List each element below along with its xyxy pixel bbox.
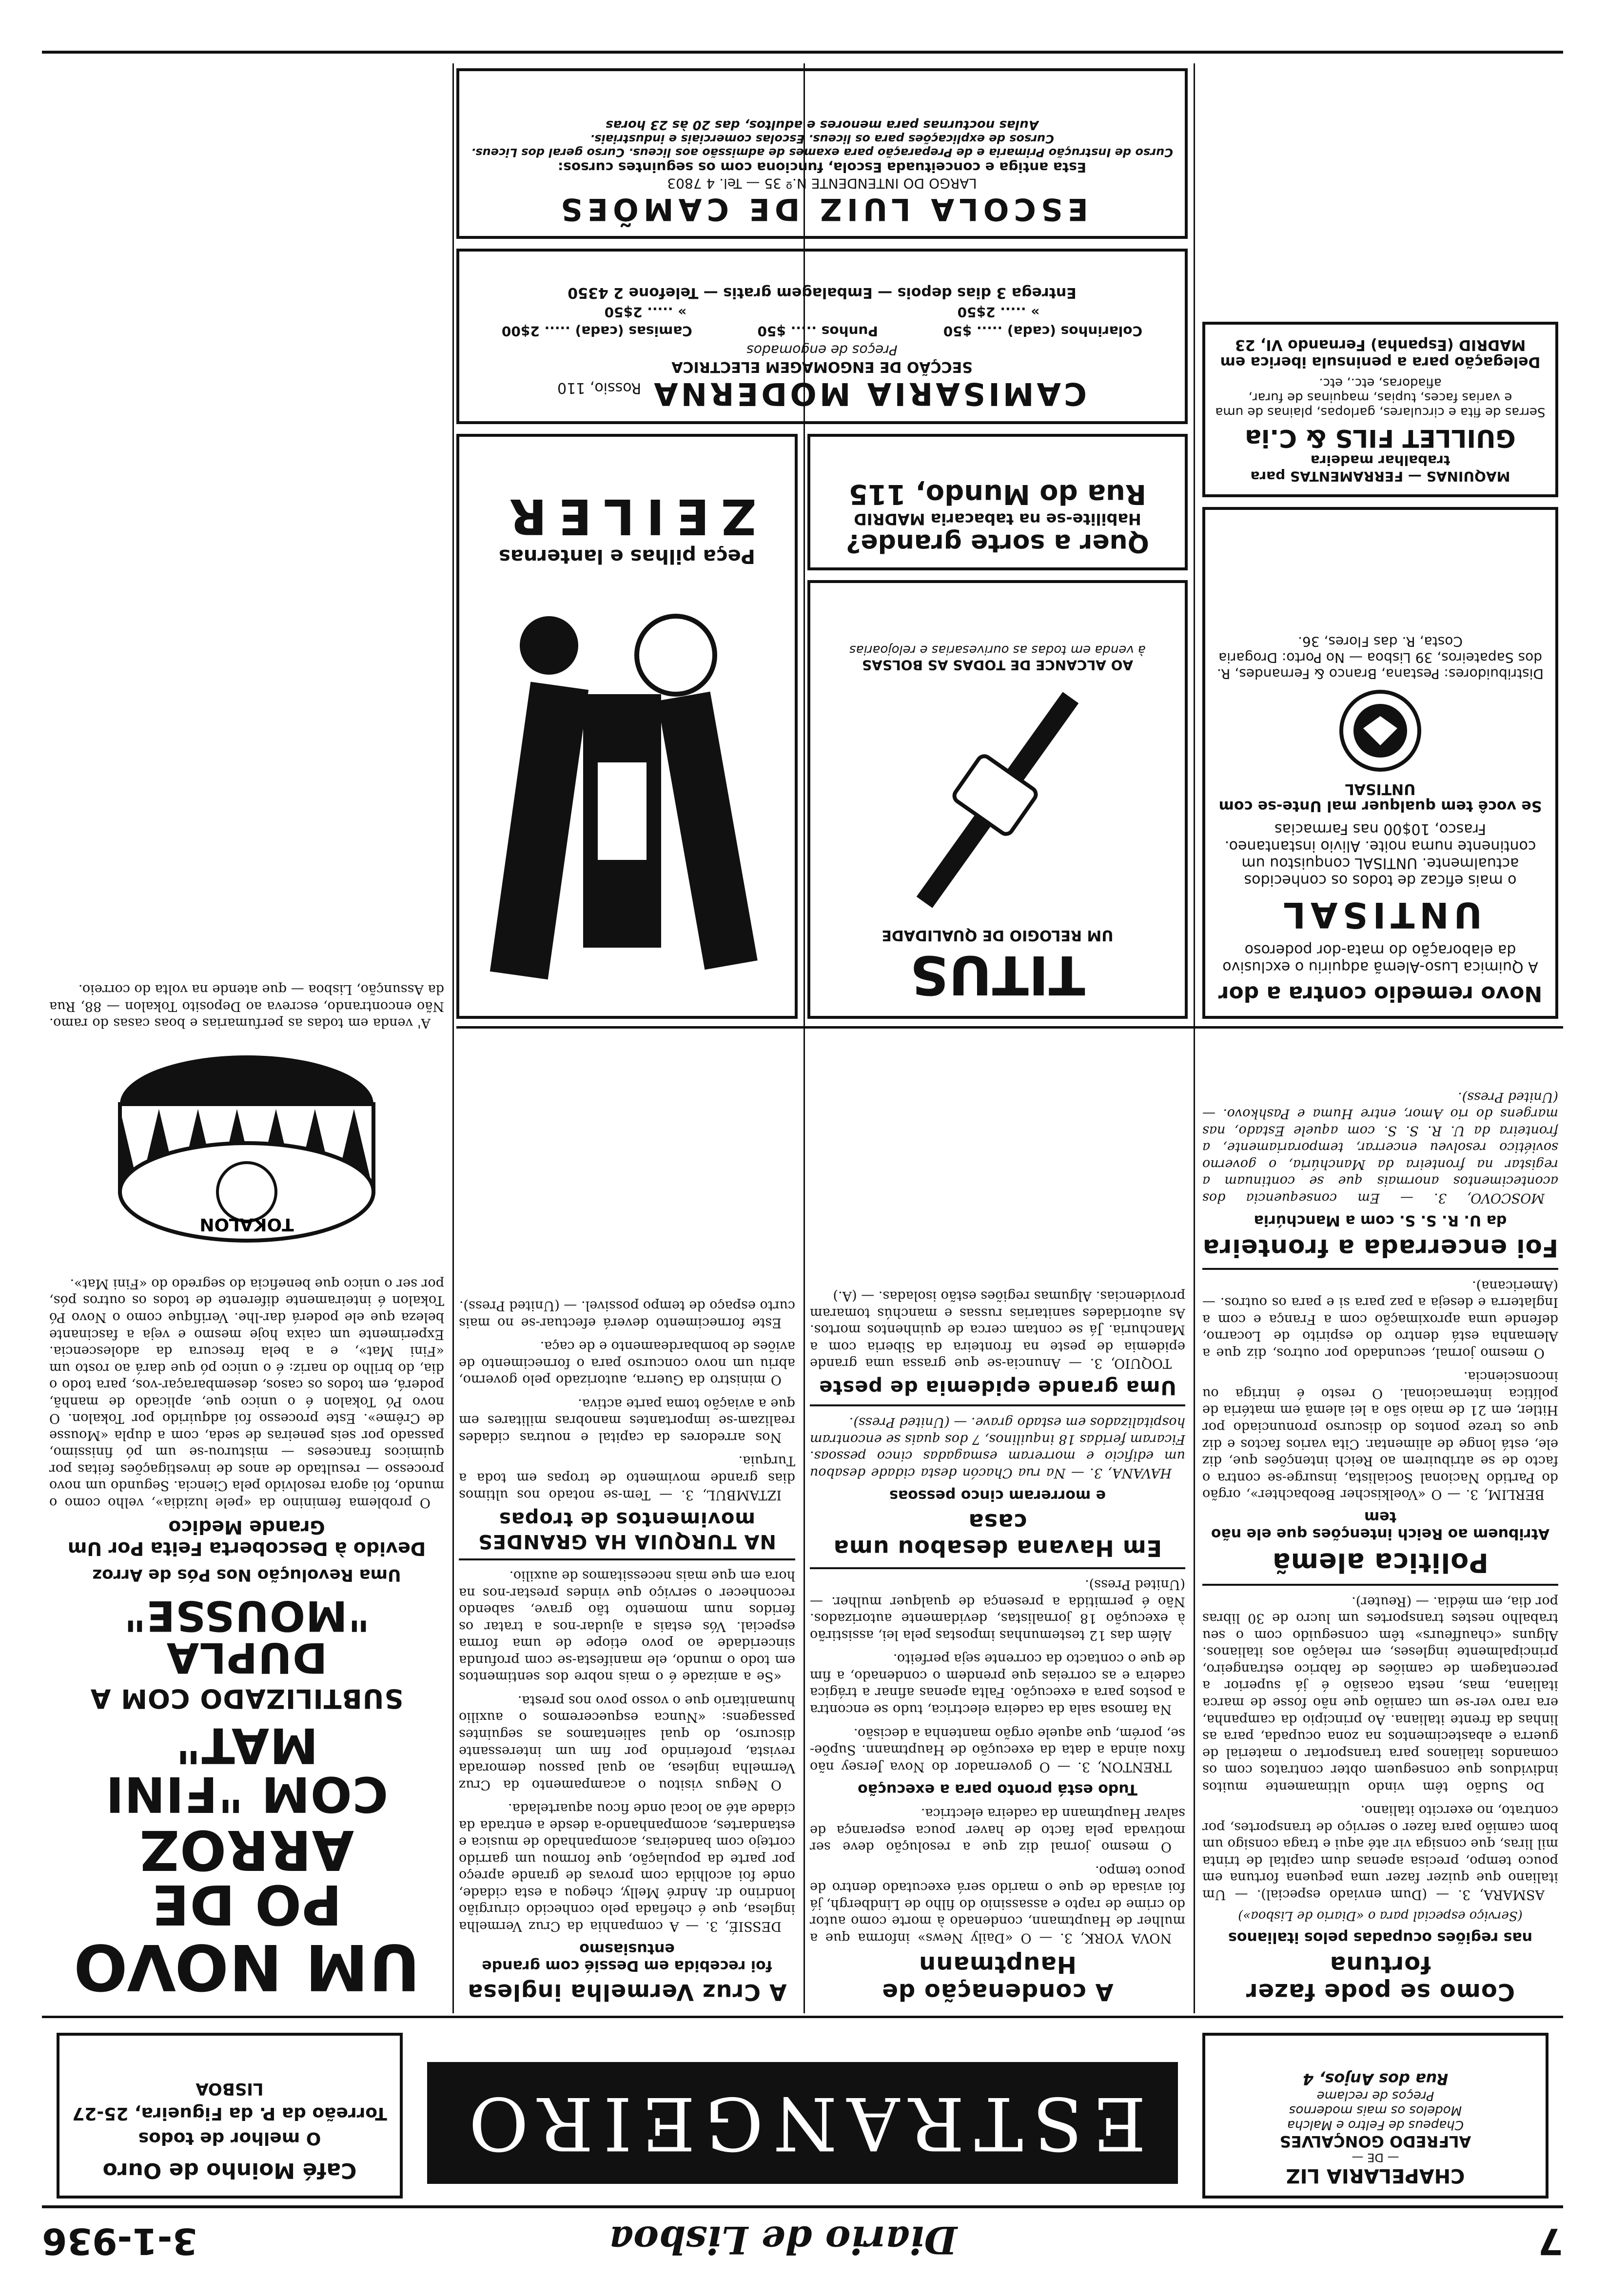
story-separator [459, 1558, 795, 1560]
tokalon-sub-1: Uma Revolução Nos Pós de Arroz [92, 1565, 401, 1585]
titus-line2: AO ALCANCE DE TODAS AS BOLSAS [862, 657, 1134, 673]
sorte-text: Habilite-se na tabacaria MADRID [854, 510, 1141, 528]
chapelaria-de: — DE — [1352, 2151, 1399, 2164]
escola-address: LARGO DO INTENDENTE N.º 35 — Tel. 4 7803 [667, 175, 977, 192]
execucao-paragraph: Na famosa sala da cadeira electrica, tudo se encontra a postos para a execução. Falta apenas afinar a trágica cadeira e as correias que prendem o condenado, a fim de que o contacto da corrente seja perfeito. [810, 1651, 1185, 1717]
politica-headline: Politica alemã [1272, 1547, 1489, 1578]
chapelaria-owner: ALFREDO GONÇALVES [1279, 2132, 1471, 2151]
havana-subhead: e morreram cinco pessoas [889, 1486, 1106, 1504]
tokalon-paragraph: A' venda em todas as perfumarias e boas casas do ramo. Não encontrando, escreva ao Deposito Tokalon — 88, Rua da Assunção, Lisboa — que atende na volta do correio. [49, 982, 444, 1031]
masthead [42, 2213, 1563, 2262]
tokalon-paragraph: O problema feminino da «pele luzidia», velho como o mundo, foi agora resolvido pela Ciencia. Segundo um novo processo — resultado de anos de investigações feitas por quimicos franceses — misturou-se um pó finissimo, passado por seis peneiras de seda, com a dupla «Mousse de Crême». Este processo foi adquirido por Tokalon. O novo Pó Tokalon é o unico que, aplicado de manhã, poderá, em todos os casos, desembaraçar-vos, para todo o dia, do brilho do nariz: é o unico pó que dará ao rosto um «Fini Mat», e a bela frescura da adolescencia. Experimente um caixa hoje mesmo e veja a fascinante beleza que ele poderá dar-lhe. Verifique como o Novo Pó Tokalon é inteiramente diferente de todos os outros pós, por ser o unico que beneficia do segredo do «Fini Mat». [49, 1276, 444, 1510]
escola-title: ESCOLA LUIZ DE CAMÕES [556, 192, 1088, 227]
chapelaria-name: CHAPELARIA LIZ [1286, 2164, 1465, 2187]
ad-cafe [57, 2033, 403, 2199]
story-separator [810, 1567, 1185, 1569]
camisaria-footer: Entrega 3 dias depois — Embalagem gratis — Telefone 2 4350 [568, 284, 1077, 301]
camisaria-brand: CAMISARIA MODERNA [651, 375, 1087, 411]
camisaria-prices-title: Preços de engomados [746, 342, 898, 358]
chapelaria-line2: Modelos os mais modernos [1289, 2103, 1462, 2118]
untisal-text: A Quimica Luso-Alemã adquiriu o exclusivo da elaboração do mata-dor poderoso [1222, 941, 1538, 975]
guillet-title: MAQUINAS — FERRAMENTAS para trabalhar madeira [1250, 452, 1510, 485]
estrangeiro-banner [427, 2062, 1178, 2184]
ad-chapelaria [1202, 2033, 1548, 2199]
untisal-distributors: Distribuidores: Pestana, Branco & Fernandes, R. dos Sapateiros, 39 Lisboa — No Porto: Drogaria Costa, R. das Flores, 36. [1217, 634, 1544, 682]
chapelaria-line3: Preços de reclame [1316, 2088, 1434, 2103]
escola-courses: Curso de Instrução Primaria e de Preparação para exames de admissão aos liceus. Curso geral dos Liceus. Cursos de explicações para os liceus. Escolas comerciais e industriais. [471, 132, 1173, 159]
fortuna-headline: Como se pode fazer fortuna [1245, 1951, 1515, 2005]
tokalon-headline-2: PO DE ARROZ [139, 1818, 354, 1936]
column-rule-1 [1194, 63, 1195, 2013]
chapelaria-line1: Chapeus de Feltro e Malcha [1287, 2118, 1464, 2132]
tokalon-headline-5: DUPLA "MOUSSE" [123, 1591, 370, 1682]
cafe-title: Café Moinho de Ouro [102, 2158, 357, 2183]
fortuna-byline: (Serviço especial para o «Diario de Lisboa») [1238, 1908, 1523, 1923]
tokalon-headline-1: UM NOVO [73, 1930, 420, 2004]
story-separator [1202, 1268, 1558, 1270]
titus-line1: UM RELOGIO DE QUALIDADE [882, 927, 1114, 944]
story-separator [810, 1404, 1185, 1406]
wristwatch-icon [895, 678, 1100, 922]
camisaria-item: Camisas (cada) ..... 2$00 [501, 323, 692, 339]
hauptmann-headline: A condenação de Hauptmann [882, 1951, 1114, 2005]
sorte-address: Rua do Mundo, 115 [849, 478, 1147, 510]
story-separator [1202, 1584, 1558, 1586]
hauptmann-paragraph: O mesmo jornal diz que a resolução deve ser motivada pela facto de haver pouca esperança de salvar Hauptmann da cadeira electrica. [810, 1806, 1185, 1855]
turquia-paragraph: O ministro da Guerra, autorizado pelo governo, abriu um novo concurso para o fornecimento de aviões de bombardeamento e de caça. [459, 1339, 795, 1388]
turquia-headline: NA TURQUIA HA GRANDES movimentos de tropas [478, 1507, 776, 1553]
politica-paragraph: O mesmo jornal, secundado por outros, diz que a Alemanha está dentro do espirito de Locarno, defende uma aproximação com a França e com a Inglaterra e deseja a paz para si e para os outros. — (Americana). [1202, 1278, 1558, 1361]
escola-text: Esta antiga e conceituada Escola, funciona com os seguintes cursos: [558, 159, 1086, 175]
turquia-paragraph: Este fornecimento deverá efectuar-se no mais curto espaço de tempo possivel. — (United Press). [459, 1298, 795, 1330]
untisal-slogan: Se você tem qualquer mal Unte-se com UNTISAL [1218, 780, 1542, 815]
turquia-paragraph: Nos arredores da capital e noutras cidades realizam-se importantes manobras militares em que a aviação toma parte activa. [459, 1396, 795, 1445]
tin-brand: TOKALON [199, 1214, 294, 1235]
ads-rule [456, 1026, 1563, 1029]
camisaria-item: » ..... 2$50 [604, 304, 687, 320]
cruz-paragraph: «Se a amizade é o mais nobre dos sentimentos em todo o mundo, ele manifesta-se com profunda sinceridade ao povo etiope de uma forma especial. Vós estais a ajudar-nos a tratar os feridos num momento tão grave, sabendo reconhecer o serviço que vindes prestar-nos na hora em que mais necessitamos de auxilio. [459, 1568, 795, 1685]
chapelaria-address: Rua dos Anjos, 4 [1302, 2070, 1449, 2088]
tokalon-advert [49, 68, 444, 2008]
tokalon-headline-3: COM "FINI MAT" [105, 1717, 389, 1823]
camisaria-item: Colarinhos (cada) ..... $50 [943, 323, 1143, 339]
flashlights-battery-icon [471, 567, 783, 1006]
havana-paragraph: HAVANA, 3. — Na rua Chacón desta cidade desabou um edificio e morreram esmagadas cinco pessoas. Ficaram feridas 18 inquilinos, 7 dos quais se encontram hospitalizados em estado grave. — (United Press). [810, 1414, 1185, 1480]
cruz-paragraph: DESSIÉ, 3. — A companhia da Cruz Vermelha inglesa, que é chefiada pelo conhecido cirurgião londrino dr. André Melly, chegou a esta cidade, onde foi acolhida com provas de grande apreço por parte da população, que formou um garrido cortejo com bandeiras, acompanhado de musica e estandartes, acompanhando-a desde a entrada da cidade até ao local onde ficou aquartelada. [459, 1801, 795, 1934]
cruz-headline: A Cruz Vermelha inglesa [467, 1979, 787, 2005]
untisal-logo-icon [1336, 687, 1424, 775]
hauptmann-paragraph: NOVA YORK, 3. — O «Daily News» informa que a mulher de Hauptmann, condenado à morte como autor do crime de rapto e assassinio do filho de Lindbergh, já foi avisada de que o marido será executado dentro de pouco tempo. [810, 1863, 1185, 1946]
camisaria-item: Punhos ..... $50 [757, 323, 878, 339]
cruz-paragraph: O Negus visitou o acampamento da Cruz Vermelha inglesa, ao qual passou demorada revista, proferindo por fim um interessante discurso, do qual salientamos as seguintes passagens: «Nunca esqueceremos o auxilio humanitario que o vosso povo nos presta. [459, 1693, 795, 1792]
execucao-paragraph: TRENTON, 3. — O governador do Nova Jersey não fixou ainda a data da execução de Hauptmann. Supõe-se, porém, que aquele orgão mantenha a decisão. [810, 1725, 1185, 1774]
headline-rule [42, 2016, 1563, 2018]
fortuna-paragraph: Do Sudão têm vindo ultimamente muitos individuos que conseguem obter contratos com os comandos italianos para transportar o material de guerra e abastecimentos na zona ocupada, para as linhas da frente italiana. Ao principio da campanha, era raro ver-se um camião que não fosse de marca italiana, mas, nesta ocasião é já superior a percentagem de camiões de fabrico estrangeiro, principalmente ingleses, em relação aos italianos. Alguns «chauffeurs» têm conseguido com o seu trabalho nestes transportes um lucro de 30 libras por dia, em média. — (Reuter). [1202, 1594, 1558, 1794]
fronteira-headline: Foi encerrada a fronteira [1202, 1234, 1558, 1263]
peste-headline: Uma grande epidemia de peste [819, 1376, 1176, 1399]
turquia-paragraph: IZTAMBUL, 3. — Tem-se notado nos ultimos dias grande movimento de tropas em toda a Turquia. [459, 1453, 795, 1502]
zeiler-brand: ZEILER [497, 488, 757, 545]
ad-zeiler [456, 434, 798, 1019]
ad-camisaria [456, 249, 1188, 424]
sorte-title: Quer a sorte grande? [846, 528, 1149, 558]
newspaper-title: Diario de Lisboa [608, 2218, 958, 2262]
camisaria-section: SECÇÃO DE ENGOMAGEM ELECTRICA [671, 358, 973, 375]
powder-tin-icon [110, 1041, 383, 1265]
column-2 [810, 1038, 1185, 2008]
ad-escola [456, 68, 1188, 239]
untisal-text2: o mais eficaz de todos os conhecidos actualmente. UNTISAL conquistou um continente numa noite. Alivio instantaneo. Frasco, 10$00 nas Farmacias [1224, 820, 1536, 889]
escola-hours: Aulas nocturnas para menores e adultos, das 20 às 23 horas [606, 117, 1039, 132]
ad-sorte [807, 434, 1188, 570]
fortuna-subhead: nas regiões ocupadas pelos italianos [1228, 1929, 1533, 1946]
masthead-rule [42, 2205, 1563, 2208]
untisal-brand: UNTISAL [1278, 895, 1483, 935]
fortuna-paragraph: ASMARA, 3. — (Dum enviado especial). — Um italiano que quizer fazer uma pequena fortuna em pouco tempo, precisa apenas dum capital de trinta mil liras, que consiga vir até aqui e traga consigo um bom camião para fazer o serviço de transportes, por contrato, no exercito italiano. [1202, 1803, 1558, 1902]
fronteira-subhead: da U. R. S. S. com a Manchúria [1254, 1212, 1507, 1229]
cafe-city: LISBOA [196, 2079, 264, 2099]
untisal-title: Novo remedio contra a dor [1218, 981, 1543, 1006]
ad-untisal [1202, 507, 1558, 1019]
havana-headline: Em Havana desabou uma casa [833, 1508, 1162, 1561]
tokalon-sub-2: Devido à Descoberta Feita Por Um Grande Medico [67, 1517, 426, 1559]
column-3 [459, 1038, 795, 2008]
camisaria-address: Rossio, 110 [557, 379, 642, 396]
bottom-rule [42, 51, 1563, 54]
column-rule-3 [452, 63, 454, 2013]
ad-guillet [1202, 322, 1558, 497]
tokalon-headline-4: SUBTILIZADO COM A [90, 1683, 404, 1714]
column-1 [1202, 1038, 1558, 2008]
guillet-text: Serras de fita e circulares, garlopas, plainas de uma e varias faces, tupias, maquinas de furar, afiadoras, etc., etc. [1215, 375, 1546, 419]
estrangeiro-title: ESTRANGEIRO [459, 2081, 1146, 2165]
titus-brand: TITUS [910, 944, 1085, 1006]
titus-line3: à venda em todas as ourivesarias e relojoarias [849, 642, 1146, 657]
execucao-paragraph: Além das 12 testemunhas impostas pela lei, assistirão à execução 18 jornalistas, devidamente autorizados. Não é permitida a presença de qualquer mulher. — (United Press). [810, 1577, 1185, 1643]
cafe-line1: O melhor de todos [138, 2128, 321, 2148]
page-number: 7 [1538, 2220, 1563, 2262]
cruz-subhead: foi recebida em Dessié com grande entusiasmo [482, 1940, 772, 1974]
camisaria-item: » ..... 2$50 [957, 304, 1040, 320]
issue-date: 3-1-936 [42, 2220, 197, 2262]
cafe-line2: Torreão da P. da Figueira, 25-27 [72, 2103, 387, 2123]
politica-paragraph: BERLIM, 3. — O «Voelkischer Beobachter», orgão do Partido Nacional Socialista, insurge-se contra o facto de se atribuirem ao Reich intenções que, diz ele, está longe de alimentar. Cita varios factos e diz que os treze pontos do discurso pronunciado por Hitler, em 21 de maio são a lei alemã em matéria de política internacional. O resto é intriga ou inconsciencia. [1202, 1369, 1558, 1502]
guillet-brand: GUILLET FILS & C.ia [1245, 424, 1516, 452]
politica-subhead: Atribuem ao Reich intenções que ele não tem [1211, 1508, 1550, 1543]
peste-paragraph: TOQUIO, 3. — Anuncia-se que grassa uma grande epidemia de peste na fronteira da Siberia com a Manchuria. Já se contam cerca de quinhentos mortos. As autoridades sanitarias russas e manchús tomaram providencias. Algumas regiões estão isoladas. — (A.) [810, 1288, 1185, 1371]
fronteira-paragraph: MOSCOVO, 3. — Em consequencia dos acontecimentos anormais que se continuam a registar na fronteira da Manchúria, o governo soviético resolveu encerrar, temporariamente, a fronteira da U. R. S. S. com aquele Estado, nas margens do rio Amor, entre Huma e Pashkovo. — (United Press). [1202, 1089, 1558, 1206]
ad-titus [807, 580, 1188, 1019]
guillet-text2: Delegação para a peninsula iberica em MADRID (Espanha) Fernando VI, 23 [1220, 336, 1541, 370]
zeiler-text: Peça pilhas e lanternas [499, 545, 755, 567]
execucao-headline: Tudo está pronto para a execução [858, 1780, 1137, 1798]
